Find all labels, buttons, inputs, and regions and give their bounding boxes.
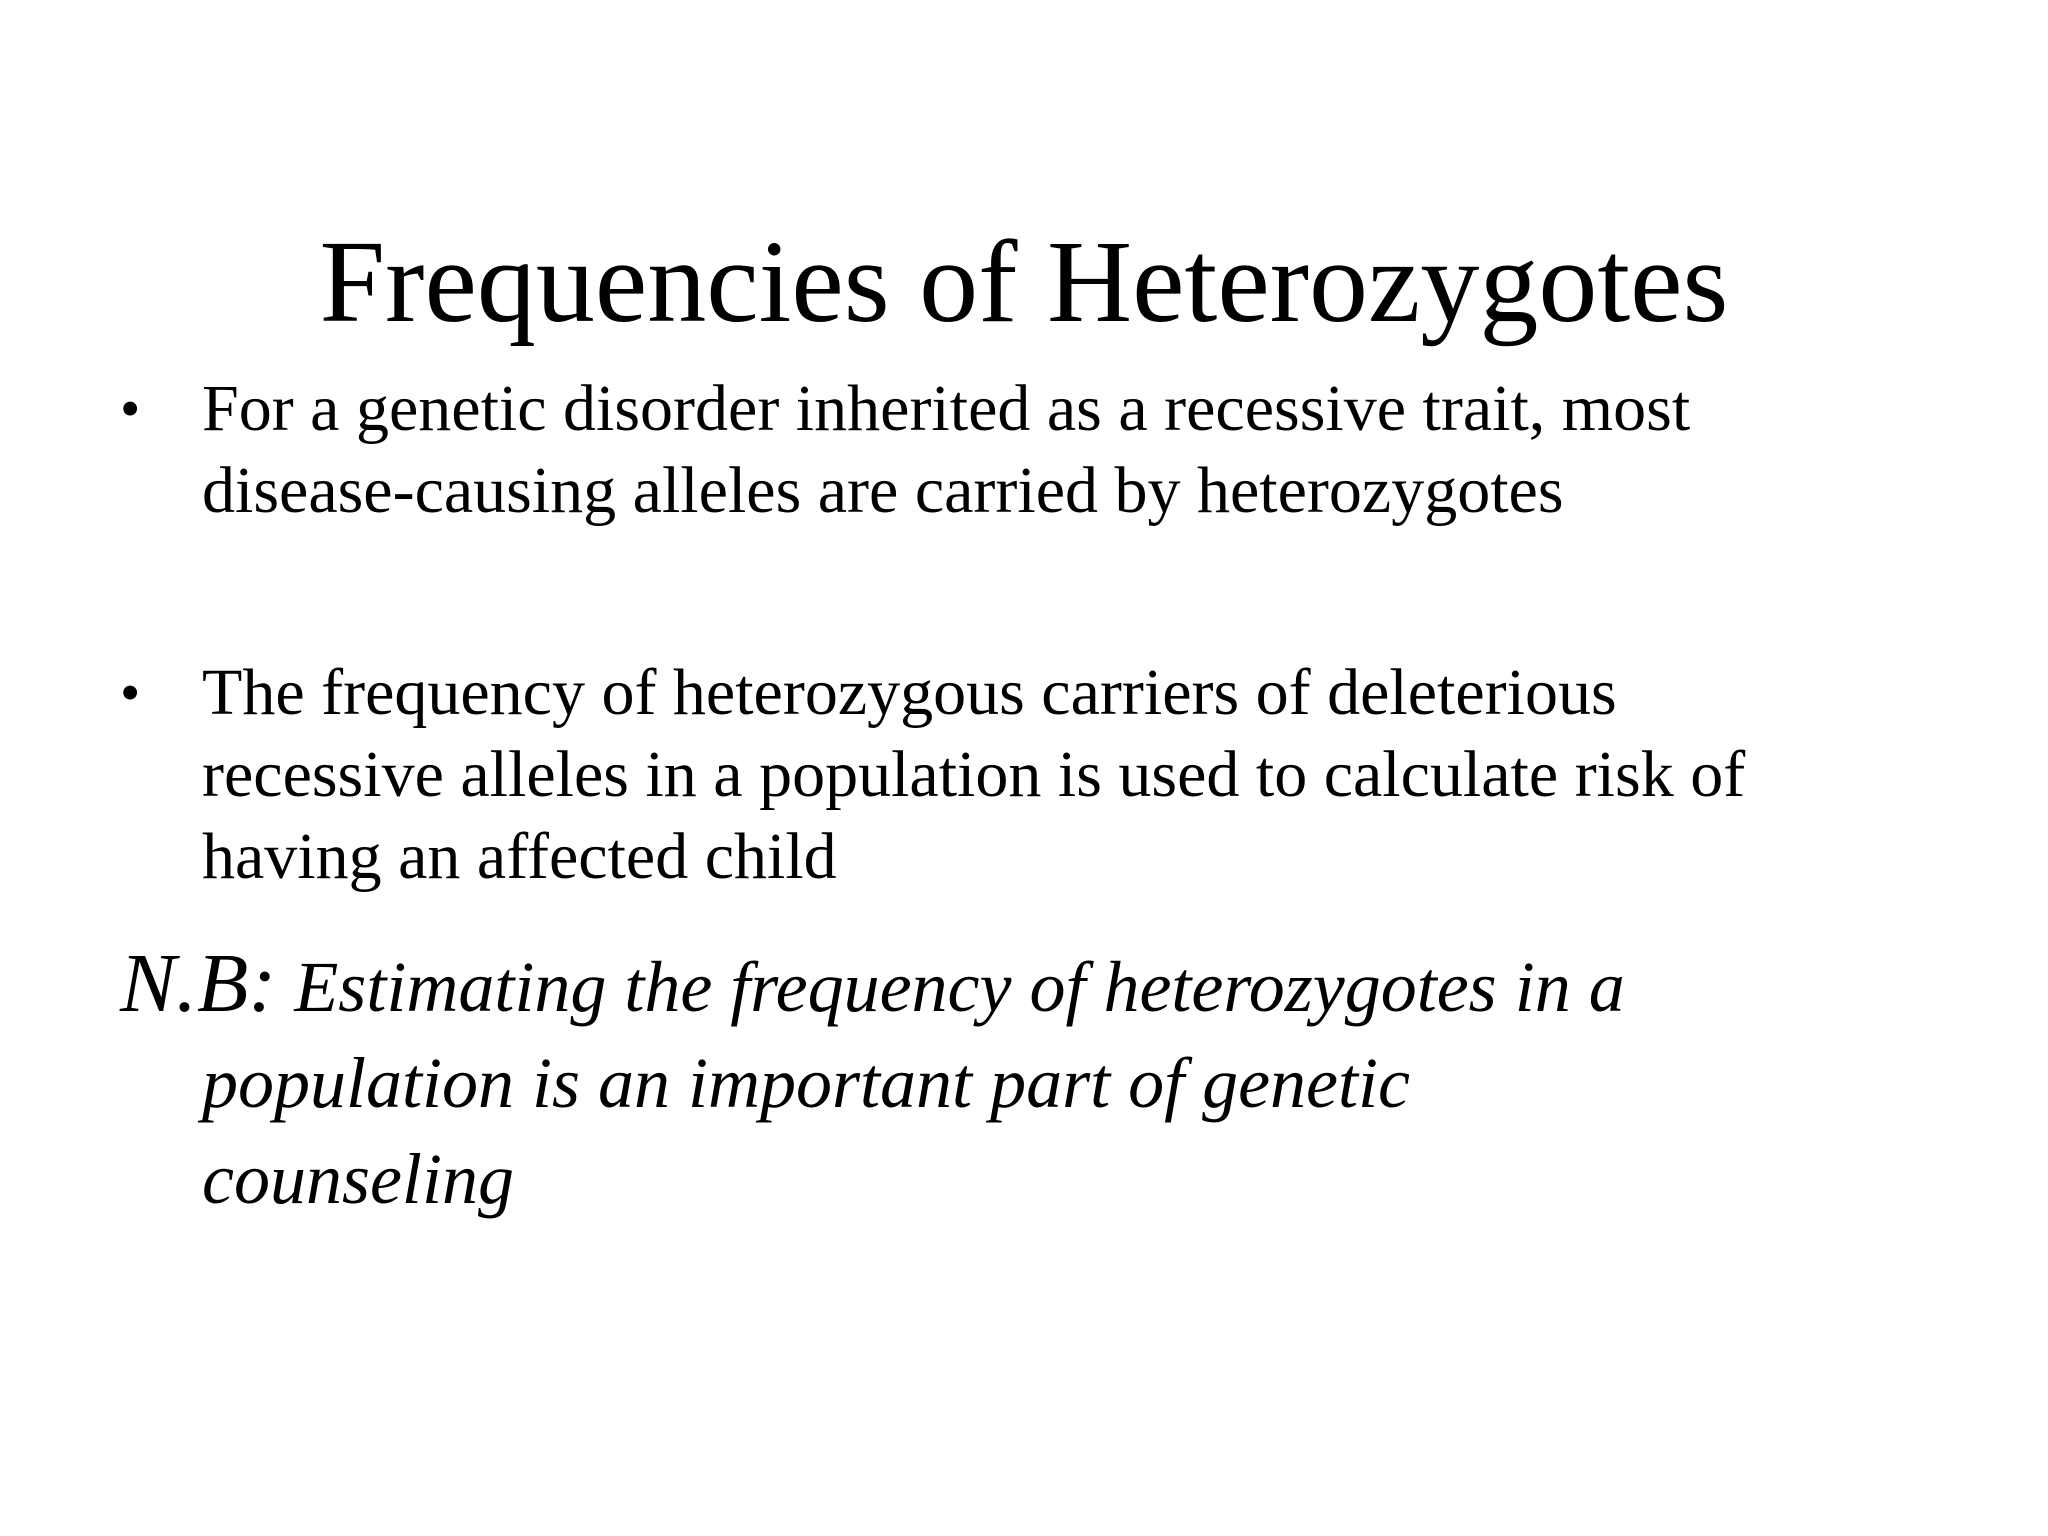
bullet-line: The frequency of heterozygous carriers of deleterious: [202, 656, 1617, 729]
bullet-marker: •: [120, 376, 141, 441]
slide-title: Frequencies of Heterozygotes: [319, 216, 1729, 347]
bullet-line: recessive alleles in a population is used to calculate risk of: [202, 738, 1746, 811]
note-prefix: N.B:: [120, 937, 277, 1030]
bullet-line: having an affected child: [202, 820, 837, 893]
bullet-line: disease-causing alleles are carried by heterozygotes: [202, 454, 1564, 527]
bullet-line: For a genetic disorder inherited as a recessive trait, most: [202, 372, 1691, 445]
bullet-marker: •: [120, 660, 141, 725]
note-block: [120, 936, 1920, 1227]
bullet-text: [202, 652, 1962, 898]
note-line: counseling: [202, 1139, 514, 1219]
note-line: population is an important part of genetic: [202, 1043, 1410, 1123]
note-first-line: [120, 936, 1920, 1035]
bullet-text: [202, 368, 1962, 532]
note-line: Estimating the frequency of heterozygotes in a: [294, 947, 1625, 1027]
